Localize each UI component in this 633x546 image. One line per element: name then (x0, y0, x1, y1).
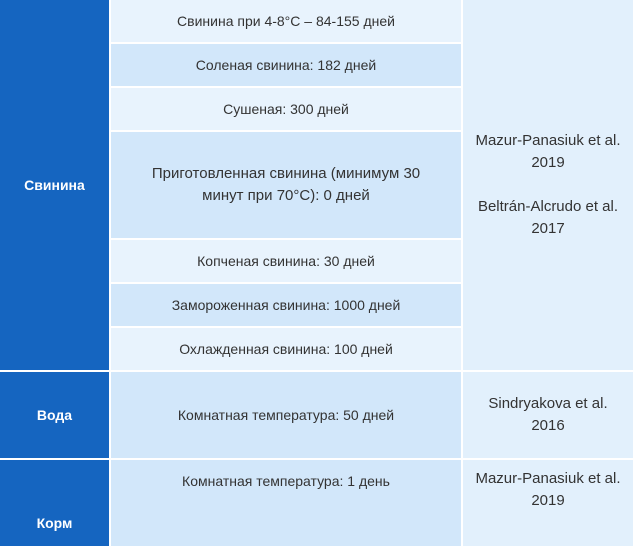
reference-cell-feed (463, 460, 633, 546)
value-cell: Замороженная свинина: 1000 дней (111, 284, 461, 326)
reference-text: Beltrán-Alcrudo et al. 2017 (477, 198, 619, 237)
reference-text: Mazur-Panasiuk et al. 2019 (475, 132, 621, 171)
value-cell: Копченая свинина: 30 дней (111, 240, 461, 282)
reference-text: Sindryakova et al. 2016 (488, 395, 608, 434)
value-cell: Комнатная температура: 50 дней (111, 372, 461, 458)
value-cell: Приготовленная свинина (минимум 30 минут при 70°C): 0 дней (111, 132, 461, 238)
value-cell: Свинина при 4-8°C – 84-155 дней (111, 0, 461, 42)
value-cell: Охлажденная свинина: 100 дней (111, 328, 461, 370)
value-cell: Сушеная: 300 дней (111, 88, 461, 130)
category-water: Вода (0, 372, 109, 458)
category-pork: Свинина (0, 0, 109, 370)
reference-cell-water (463, 372, 633, 458)
reference-cell-pork (463, 0, 633, 370)
category-feed: Корм (0, 460, 109, 546)
value-cell: Комнатная температура: 1 день (111, 460, 461, 546)
value-cell: Соленая свинина: 182 дней (111, 44, 461, 86)
reference-text: Mazur-Panasiuk et al. 2019 (475, 470, 621, 509)
